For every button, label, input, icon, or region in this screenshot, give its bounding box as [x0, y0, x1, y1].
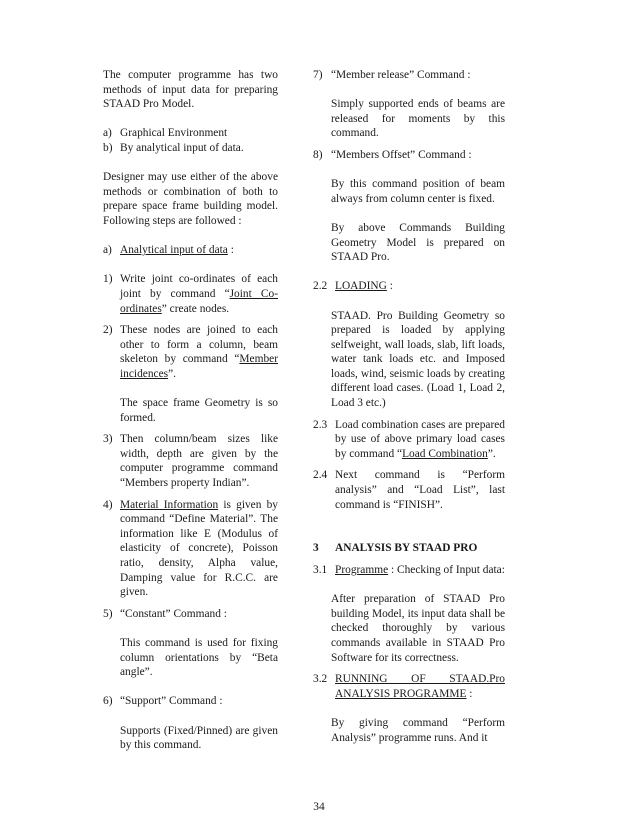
step-2: 2) These nodes are joined to each other to form a column, beam skeleton by command “Member incidences”.: [103, 324, 278, 380]
right-column: [313, 68, 505, 745]
section-3-heading: 3 ANALYSIS BY STAAD PRO: [313, 542, 478, 555]
step-7: 7) “Member release” Command :: [313, 69, 471, 81]
section-2-4: 2.4 Next command is “Perform analysis” and “Load List”, last command is “FINISH”.: [313, 469, 505, 511]
section-3-1: 3.1 Programme : Checking of Input data:: [313, 564, 505, 576]
step-8-body: By this command position of beam always from column center is fixed.: [331, 178, 505, 205]
left-column: [103, 68, 278, 753]
step-8-body-2: By above Commands Building Geometry Model is prepared on STAAD Pro.: [331, 221, 505, 264]
step-6-body: Supports (Fixed/Pinned) are given by this command.: [120, 724, 278, 752]
step-1: 1) Write joint co-ordinates of each joint by command “Joint Co-ordinates” create nodes.: [103, 273, 278, 315]
step-5-body: This command is used for fixing column orientations by “Beta angle”.: [120, 636, 278, 679]
section-3-2: 3.2 RUNNING OF STAAD.Pro ANALYSIS PROGRAMME :: [313, 673, 505, 700]
method-item: b) By analytical input of data.: [103, 141, 244, 154]
step-4: 4) Material Information is given by command “Define Material”. The information like E (Modulus of elasticity of concrete), Poisson ratio, density, Alpha value, Damping value for R.C.C. are given.: [103, 498, 278, 599]
step-7-body: Simply supported ends of beams are released for moments by this command.: [331, 98, 505, 140]
geometry-note: The space frame Geometry is so formed.: [120, 397, 278, 424]
analytical-heading: a) Analytical input of data :: [103, 244, 234, 257]
step-3: 3) Then column/beam sizes like width, depth are given by the computer programme command “Members property Indian”.: [103, 433, 278, 490]
designer-paragraph: Designer may use either of the above methods or combination of both to prepare space frame building model. Following steps are followed :: [103, 171, 278, 227]
page-number: 34: [313, 801, 325, 813]
section-3-2-body: By giving command “Perform Analysis” programme runs. And it: [331, 716, 505, 744]
method-item: a) Graphical Environment: [103, 127, 228, 140]
intro-paragraph: The computer programme has two methods of input data for preparing STAAD Pro Model.: [103, 69, 278, 111]
step-8: 8) “Members Offset” Command :: [313, 148, 472, 161]
step-6: 6) “Support” Command :: [103, 695, 223, 708]
loading-body: STAAD. Pro Building Geometry so prepared is loaded by applying selfweight, wall loads, slab, lift loads, water tank loads etc. and Imposed loads, wind, seismic loads by creating different load cases. (Load 1, Load 2, Load 3 etc.): [331, 309, 505, 410]
step-5: 5) “Constant” Command :: [103, 607, 227, 620]
section-2-3: 2.3 Load combination cases are prepared by use of above primary load cases by command “Load Combination”.: [313, 418, 505, 460]
section-2-2-heading: 2.2 LOADING :: [313, 280, 393, 293]
section-3-1-body: After preparation of STAAD Pro building Model, its input data shall be checked thoroughly by various commands available in STAAD Pro Software for its correctness.: [331, 593, 505, 664]
